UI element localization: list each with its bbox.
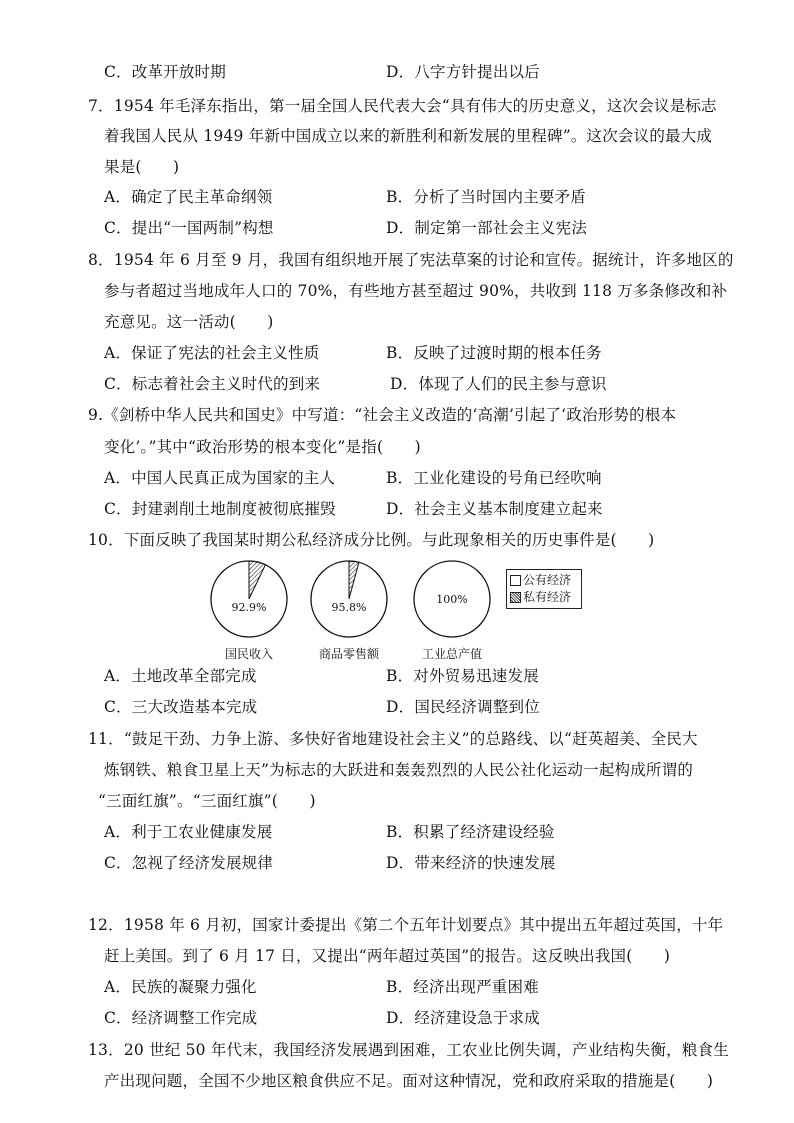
pie-2-value-label: 95.8%: [331, 601, 367, 614]
q9-option-b[interactable]: B．工业化建设的号角已经吹响: [386, 469, 602, 487]
q11-option-a[interactable]: A．利于工农业健康发展: [104, 823, 273, 841]
prev-option-d: D．八字方针提出以后: [386, 63, 540, 81]
pie-2-category-label: 商品零售额: [318, 647, 380, 661]
q8-option-c[interactable]: C．标志着社会主义时代的到来: [104, 375, 321, 393]
q11-option-d[interactable]: D．带来经济的快速发展: [386, 854, 556, 872]
q9-line-2: 变化’。”其中“政治形势的根本变化”是指( ): [104, 438, 421, 456]
q12-option-a[interactable]: A．民族的凝聚力强化: [104, 978, 257, 996]
q10-option-b[interactable]: B．对外贸易迅速发展: [386, 667, 539, 685]
q9-option-d[interactable]: D．社会主义基本制度建立起来: [386, 500, 603, 518]
q10-option-a[interactable]: A．土地改革全部完成: [104, 667, 257, 685]
q8-option-b[interactable]: B．反映了过渡时期的根本任务: [386, 344, 602, 362]
prev-option-c: C．改革开放时期: [104, 63, 226, 81]
q11-option-b[interactable]: B．积累了经济建设经验: [386, 823, 555, 841]
legend-private-swatch: [510, 592, 521, 603]
q13-line-2: 产出现问题，全国不少地区粮食供应不足。面对这种情况，党和政府采取的措施是( ): [104, 1072, 714, 1090]
q7-option-c[interactable]: C．提出“一国两制”构想: [104, 219, 274, 237]
q11-line-2: 炼钢铁、粮食卫星上天”为标志的大跃进和轰轰烈烈的人民公社化运动一起构成所谓的: [104, 761, 694, 779]
q10-option-c[interactable]: C．三大改造基本完成: [104, 698, 258, 716]
q7-option-d[interactable]: D．制定第一部社会主义宪法: [386, 219, 588, 237]
q7-option-a[interactable]: A．确定了民主革命纲领: [104, 188, 273, 206]
pie-2: [311, 561, 387, 661]
legend-private: [510, 589, 578, 606]
q8-option-a[interactable]: A．保证了宪法的社会主义性质: [104, 344, 320, 362]
pie-legend: [506, 569, 582, 609]
q9-option-a[interactable]: A．中国人民真正成为国家的主人: [104, 469, 336, 487]
pie-1-value-label: 92.9%: [231, 601, 267, 614]
q7-line-2: 着我国人民从 1949 年新中国成立以来的新胜利和新发展的里程碑”。这次会议的最大成: [104, 127, 713, 145]
q10-line-1: 10．下面反映了我国某时期公私经济成分比例。与此现象相关的历史事件是( ): [88, 531, 655, 549]
pie-charts: [200, 555, 510, 663]
q8-line-2: 参与者超过当地成年人口的 70%，有些地方甚至超过 90%，共收到 118 万多条修改和补: [104, 282, 728, 300]
q10-option-d[interactable]: D．国民经济调整到位: [386, 698, 540, 716]
q8-line-3: 充意见。这一活动( ): [104, 313, 274, 331]
q9-option-c[interactable]: C．封建剥削土地制度被彻底摧毁: [104, 500, 336, 518]
pie-1-category-label: 国民收入: [224, 647, 274, 661]
q11-option-c[interactable]: C．忽视了经济发展规律: [104, 854, 274, 872]
q12-option-c[interactable]: C．经济调整工作完成: [104, 1009, 258, 1027]
q13-line-1: 13．20 世纪 50 年代末，我国经济发展遇到困难，工农业比例失调，产业结构失衡，粮食生: [88, 1041, 729, 1059]
pie-3-value-label: 100%: [436, 593, 468, 606]
legend-public-swatch: [510, 575, 521, 586]
legend-public: [510, 572, 578, 589]
q12-option-d[interactable]: D．经济建设急于求成: [386, 1009, 540, 1027]
q11-line-1: 11．“鼓足干劲、力争上游、多快好省地建设社会主义”的总路线、以“赶英超美、全民大: [88, 730, 698, 748]
q12-line-2: 赶上美国。到了 6 月 17 日，又提出“两年超过英国”的报告。这反映出我国( ): [104, 947, 671, 965]
q7-line-1: 7．1954 年毛泽东指出，第一届全国人民代表大会“具有伟大的历史意义，这次会议是标志: [88, 97, 717, 115]
q12-line-1: 12．1958 年 6 月初，国家计委提出《第二个五年计划要点》其中提出五年超过英国，十年: [88, 916, 724, 934]
q11-line-3: “三面红旗”。“三面红旗”( ): [98, 792, 316, 810]
q7-option-b[interactable]: B．分析了当时国内主要矛盾: [386, 188, 586, 206]
pie-3-category-label: 工业总产值: [421, 647, 483, 661]
pie-3: [414, 561, 490, 661]
pie-1: [211, 561, 287, 661]
q8-line-1: 8．1954 年 6 月至 9 月，我国有组织地开展了宪法草案的讨论和宣传。据统计，许多地区的: [88, 251, 734, 269]
legend-public-label: 公有经济: [523, 573, 572, 587]
q9-line-1: 9.《剑桥中华人民共和国史》中写道：“社会主义改造的‘高潮’引起了‘政治形势的根本: [88, 406, 677, 424]
q7-line-3: 果是( ): [104, 158, 180, 176]
legend-private-label: 私有经济: [523, 590, 572, 604]
economy-pie-figure: [200, 555, 600, 663]
q12-option-b[interactable]: B．经济出现严重困难: [386, 978, 539, 996]
q8-option-d[interactable]: D．体现了人们的民主参与意识: [390, 375, 607, 393]
